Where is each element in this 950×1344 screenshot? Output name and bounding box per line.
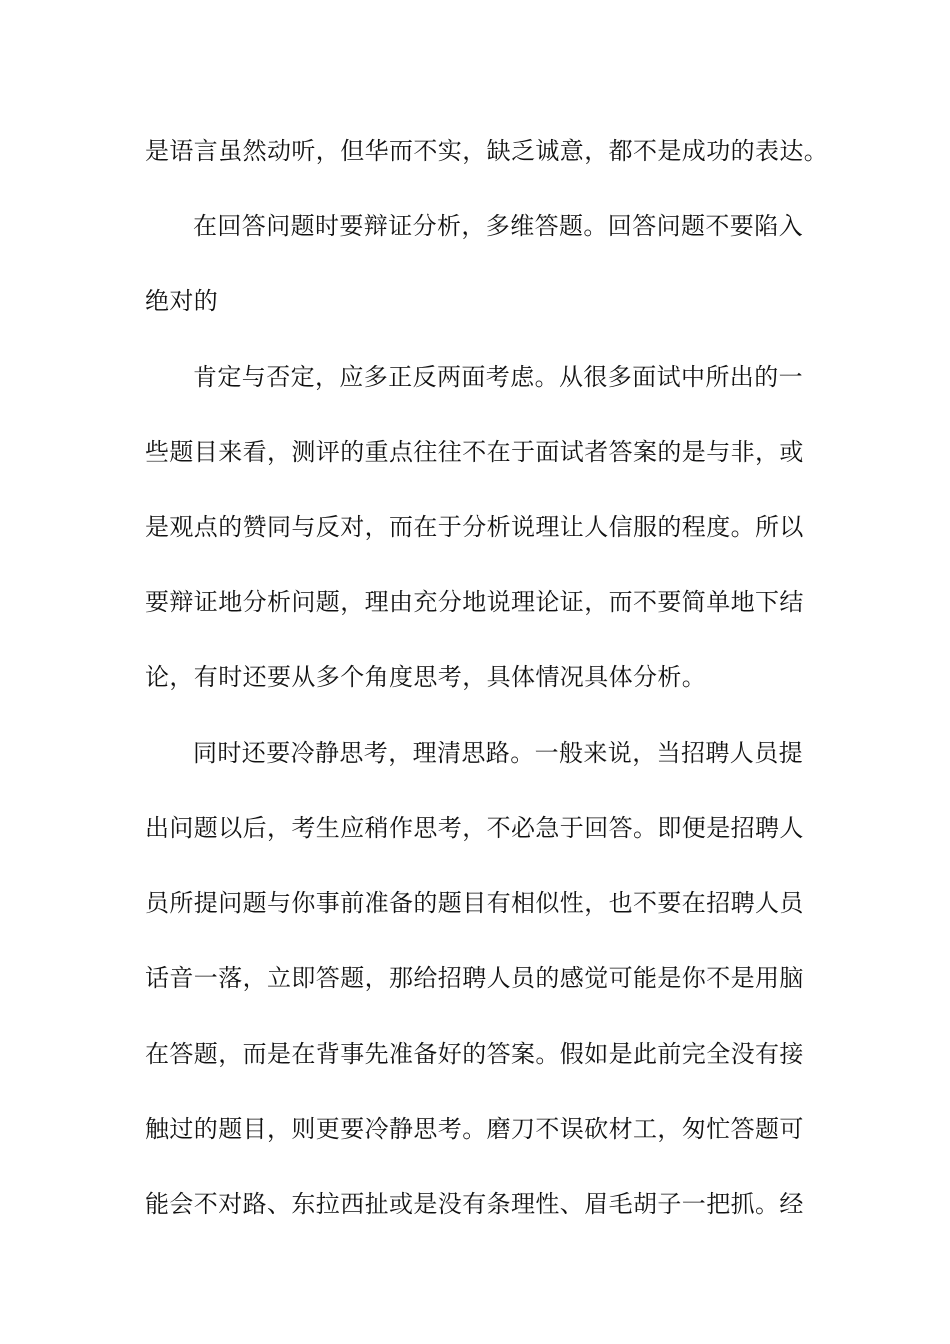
text-line-10: 出问题以后，考生应稍作思考，不必急于回答。即便是招聘人	[145, 814, 804, 842]
text-line-8: 论，有时还要从多个角度思考，具体情况具体分析。	[145, 663, 707, 691]
text-line-12: 话音一落，立即答题，那给招聘人员的感觉可能是你不是用脑	[145, 964, 804, 992]
text-line-3: 绝对的	[145, 287, 219, 315]
text-line-4: 肯定与否定，应多正反两面考虑。从很多面试中所出的一	[193, 363, 803, 391]
text-line-1: 是语言虽然动听，但华而不实，缺乏诚意，都不是成功的表达。	[145, 137, 829, 165]
text-line-9: 同时还要冷静思考，理清思路。一般来说，当招聘人员提	[193, 739, 803, 767]
text-line-13: 在答题，而是在背事先准备好的答案。假如是此前完全没有接	[145, 1040, 804, 1068]
text-line-2: 在回答问题时要辩证分析，多维答题。回答问题不要陷入	[193, 212, 803, 240]
text-line-6: 是观点的赞同与反对，而在于分析说理让人信服的程度。所以	[145, 513, 804, 541]
text-line-15: 能会不对路、东拉西扯或是没有条理性、眉毛胡子一把抓。经	[145, 1190, 804, 1218]
text-line-11: 员所提问题与你事前准备的题目有相似性，也不要在招聘人员	[145, 889, 804, 917]
text-line-5: 些题目来看，测评的重点往往不在于面试者答案的是与非，或	[145, 438, 804, 466]
text-line-14: 触过的题目，则更要冷静思考。磨刀不误砍材工，匆忙答题可	[145, 1115, 804, 1143]
text-line-7: 要辩证地分析问题，理由充分地说理论证，而不要简单地下结	[145, 588, 804, 616]
